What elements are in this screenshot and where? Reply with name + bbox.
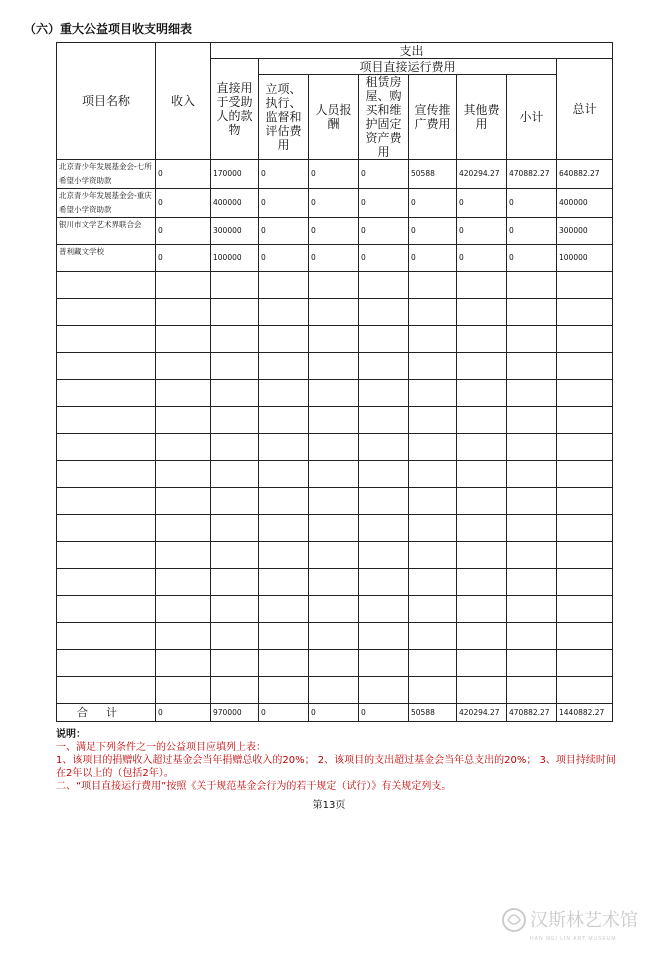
blank-cell [309, 596, 359, 623]
blank-cell [259, 407, 309, 434]
blank-cell [309, 488, 359, 515]
blank-cell [57, 650, 156, 677]
row-income: 0 [156, 160, 211, 189]
blank-cell [156, 434, 211, 461]
blank-cell [57, 488, 156, 515]
blank-cell [557, 407, 613, 434]
blank-cell [57, 677, 156, 704]
row-total: 400000 [557, 189, 613, 218]
row-income: 0 [156, 189, 211, 218]
blank-cell [457, 488, 507, 515]
blank-cell [57, 326, 156, 353]
blank-cell [359, 380, 409, 407]
blank-cell [557, 434, 613, 461]
notes [56, 728, 616, 793]
blank-cell [156, 596, 211, 623]
blank-cell [57, 569, 156, 596]
blank-cell [309, 272, 359, 299]
blank-cell [259, 434, 309, 461]
blank-cell [156, 515, 211, 542]
blank-cell [409, 569, 457, 596]
blank-cell [557, 299, 613, 326]
total-staff: 0 [309, 704, 359, 722]
blank-cell [409, 326, 457, 353]
blank-row [57, 407, 613, 434]
blank-cell [507, 488, 557, 515]
blank-cell [507, 326, 557, 353]
blank-cell [409, 353, 457, 380]
row-staff: 0 [309, 160, 359, 189]
blank-cell [507, 461, 557, 488]
blank-cell [557, 353, 613, 380]
blank-cell [211, 677, 259, 704]
blank-row [57, 326, 613, 353]
row-direct: 170000 [211, 160, 259, 189]
blank-cell [409, 434, 457, 461]
blank-cell [259, 380, 309, 407]
table-row [57, 245, 613, 272]
watermark-text: 汉斯林艺术馆 [530, 910, 638, 931]
blank-cell [359, 326, 409, 353]
row-rent: 0 [359, 245, 409, 272]
blank-cell [359, 461, 409, 488]
blank-cell [57, 434, 156, 461]
blank-cell [259, 272, 309, 299]
blank-cell [359, 353, 409, 380]
blank-cell [211, 623, 259, 650]
blank-cell [57, 407, 156, 434]
blank-cell [507, 677, 557, 704]
row-project-name: 北京青少年发展基金会-七所希望小学资助款 [57, 160, 156, 189]
blank-cell [409, 380, 457, 407]
blank-cell [409, 272, 457, 299]
header-direct-aid: 直接用于受助人的款物 [211, 59, 259, 160]
header-direct-operating: 项目直接运行费用 [259, 59, 557, 75]
blank-cell [259, 677, 309, 704]
blank-cell [409, 515, 457, 542]
header-income: 收入 [156, 43, 211, 160]
row-rent: 0 [359, 189, 409, 218]
total-grand: 1440882.27 [557, 704, 613, 722]
row-approval: 0 [259, 218, 309, 245]
row-income: 0 [156, 218, 211, 245]
row-other: 0 [457, 218, 507, 245]
blank-cell [457, 461, 507, 488]
header-other-cost: 其他费用 [457, 75, 507, 160]
blank-cell [557, 515, 613, 542]
blank-cell [409, 488, 457, 515]
blank-cell [57, 542, 156, 569]
blank-cell [57, 299, 156, 326]
blank-row [57, 353, 613, 380]
row-promo: 0 [409, 218, 457, 245]
blank-row [57, 542, 613, 569]
total-approval: 0 [259, 704, 309, 722]
blank-cell [507, 434, 557, 461]
blank-cell [211, 272, 259, 299]
blank-cell [457, 407, 507, 434]
blank-row [57, 488, 613, 515]
blank-cell [57, 353, 156, 380]
row-project-name: 银川市文学艺术界联合会 [57, 218, 156, 245]
blank-cell [156, 650, 211, 677]
blank-cell [259, 596, 309, 623]
blank-cell [156, 380, 211, 407]
blank-cell [211, 542, 259, 569]
blank-row [57, 272, 613, 299]
blank-cell [211, 380, 259, 407]
blank-cell [409, 461, 457, 488]
row-subtotal: 0 [507, 245, 557, 272]
blank-cell [409, 542, 457, 569]
blank-cell [557, 326, 613, 353]
blank-row [57, 650, 613, 677]
blank-cell [507, 542, 557, 569]
total-subtotal: 470882.27 [507, 704, 557, 722]
row-other: 420294.27 [457, 160, 507, 189]
row-project-name: 北京青少年发展基金会-重庆希望小学资助款 [57, 189, 156, 218]
row-rent: 0 [359, 160, 409, 189]
header-rent-assets: 租赁房屋、购买和维护固定资产费用 [359, 75, 409, 160]
blank-cell [156, 569, 211, 596]
blank-cell [309, 677, 359, 704]
row-direct: 400000 [211, 189, 259, 218]
blank-cell [507, 596, 557, 623]
blank-cell [457, 542, 507, 569]
blank-cell [211, 299, 259, 326]
blank-cell [507, 353, 557, 380]
blank-cell [557, 272, 613, 299]
row-total: 100000 [557, 245, 613, 272]
blank-cell [211, 407, 259, 434]
blank-row [57, 461, 613, 488]
blank-cell [259, 515, 309, 542]
blank-cell [156, 488, 211, 515]
watermark-subtext: HAN MEI LIN ART MUSEUM [530, 936, 617, 942]
blank-cell [409, 623, 457, 650]
blank-cell [309, 434, 359, 461]
blank-cell [557, 677, 613, 704]
blank-cell [259, 569, 309, 596]
blank-cell [457, 677, 507, 704]
blank-cell [359, 569, 409, 596]
blank-cell [409, 596, 457, 623]
blank-cell [507, 380, 557, 407]
row-approval: 0 [259, 189, 309, 218]
blank-cell [557, 650, 613, 677]
blank-cell [409, 650, 457, 677]
notes-heading: 说明： [56, 729, 86, 740]
blank-cell [211, 461, 259, 488]
row-subtotal: 470882.27 [507, 160, 557, 189]
blank-cell [457, 596, 507, 623]
blank-cell [359, 542, 409, 569]
row-staff: 0 [309, 245, 359, 272]
blank-cell [309, 515, 359, 542]
total-direct: 970000 [211, 704, 259, 722]
row-rent: 0 [359, 218, 409, 245]
notes-line-3: 二、“项目直接运行费用”按照《关于规范基金会行为的若干规定（试行）》有关规定列支。 [56, 781, 452, 792]
blank-cell [259, 488, 309, 515]
blank-cell [156, 623, 211, 650]
blank-cell [457, 434, 507, 461]
blank-cell [57, 623, 156, 650]
blank-cell [309, 326, 359, 353]
blank-cell [557, 596, 613, 623]
blank-cell [457, 272, 507, 299]
blank-cell [557, 488, 613, 515]
blank-cell [309, 380, 359, 407]
blank-cell [156, 353, 211, 380]
blank-cell [359, 677, 409, 704]
blank-cell [359, 488, 409, 515]
blank-row [57, 515, 613, 542]
row-approval: 0 [259, 245, 309, 272]
header-staff-pay: 人员报酬 [309, 75, 359, 160]
total-rent: 0 [359, 704, 409, 722]
page-number: 第13页 [312, 800, 346, 811]
blank-cell [309, 623, 359, 650]
total-label: 合计 [57, 704, 156, 722]
blank-cell [57, 461, 156, 488]
blank-cell [507, 569, 557, 596]
blank-cell [211, 515, 259, 542]
blank-cell [211, 326, 259, 353]
blank-cell [259, 461, 309, 488]
row-subtotal: 0 [507, 218, 557, 245]
row-approval: 0 [259, 160, 309, 189]
blank-cell [211, 434, 259, 461]
blank-cell [156, 326, 211, 353]
row-total: 300000 [557, 218, 613, 245]
row-direct: 300000 [211, 218, 259, 245]
blank-cell [309, 461, 359, 488]
total-row [57, 704, 613, 722]
blank-cell [156, 542, 211, 569]
blank-cell [259, 542, 309, 569]
row-direct: 100000 [211, 245, 259, 272]
blank-cell [211, 488, 259, 515]
blank-cell [359, 650, 409, 677]
blank-cell [259, 353, 309, 380]
blank-cell [507, 515, 557, 542]
blank-cell [156, 299, 211, 326]
blank-cell [457, 299, 507, 326]
table-row [57, 189, 613, 218]
blank-cell [309, 299, 359, 326]
blank-cell [507, 407, 557, 434]
blank-cell [309, 650, 359, 677]
blank-cell [507, 299, 557, 326]
blank-cell [557, 623, 613, 650]
table-row [57, 160, 613, 189]
blank-cell [156, 677, 211, 704]
blank-cell [557, 569, 613, 596]
blank-cell [211, 353, 259, 380]
blank-cell [259, 623, 309, 650]
notes-line-2: 1、该项目的捐赠收入超过基金会当年捐赠总收入的20%； 2、该项目的支出超过基金会当年总支出的20%； 3、项目持续时间在2年以上的（包括2年）。 [56, 755, 616, 779]
blank-row [57, 623, 613, 650]
total-promo: 50588 [409, 704, 457, 722]
notes-line-1: 一、满足下列条件之一的公益项目应填列上表： [56, 742, 266, 753]
blank-cell [457, 569, 507, 596]
museum-logo-icon [500, 898, 650, 948]
row-income: 0 [156, 245, 211, 272]
row-promo: 50588 [409, 160, 457, 189]
blank-cell [507, 650, 557, 677]
blank-cell [57, 596, 156, 623]
blank-cell [156, 407, 211, 434]
header-expenditure: 支出 [211, 43, 613, 59]
blank-cell [359, 407, 409, 434]
blank-cell [507, 272, 557, 299]
row-subtotal: 0 [507, 189, 557, 218]
row-project-name: 普利藏文学校 [57, 245, 156, 272]
blank-row [57, 677, 613, 704]
total-other: 420294.27 [457, 704, 507, 722]
blank-cell [156, 461, 211, 488]
header-approval-cost: 立项、执行、监督和评估费用 [259, 75, 309, 160]
blank-row [57, 569, 613, 596]
blank-row [57, 434, 613, 461]
row-promo: 0 [409, 245, 457, 272]
page-title: （六）重大公益项目收支明细表 [24, 22, 193, 36]
blank-cell [457, 515, 507, 542]
row-total: 640882.27 [557, 160, 613, 189]
blank-cell [557, 461, 613, 488]
blank-cell [457, 623, 507, 650]
blank-cell [359, 272, 409, 299]
row-staff: 0 [309, 189, 359, 218]
total-income: 0 [156, 704, 211, 722]
table-row [57, 218, 613, 245]
blank-cell [211, 569, 259, 596]
blank-cell [211, 596, 259, 623]
blank-cell [359, 623, 409, 650]
blank-cell [359, 299, 409, 326]
blank-row [57, 596, 613, 623]
header-total: 总计 [557, 59, 613, 160]
expenditure-table [56, 42, 613, 722]
row-staff: 0 [309, 218, 359, 245]
blank-cell [409, 299, 457, 326]
blank-cell [457, 326, 507, 353]
row-other: 0 [457, 245, 507, 272]
header-project-name: 项目名称 [57, 43, 156, 160]
blank-cell [57, 515, 156, 542]
blank-cell [57, 272, 156, 299]
blank-cell [259, 299, 309, 326]
blank-cell [557, 542, 613, 569]
header-subtotal: 小计 [507, 75, 557, 160]
blank-cell [409, 677, 457, 704]
blank-cell [309, 542, 359, 569]
blank-cell [457, 380, 507, 407]
blank-cell [309, 407, 359, 434]
blank-cell [259, 326, 309, 353]
blank-cell [507, 623, 557, 650]
blank-cell [309, 569, 359, 596]
blank-cell [211, 650, 259, 677]
blank-cell [309, 353, 359, 380]
blank-cell [57, 380, 156, 407]
blank-cell [457, 650, 507, 677]
blank-cell [359, 596, 409, 623]
row-other: 0 [457, 189, 507, 218]
blank-cell [557, 380, 613, 407]
blank-cell [359, 434, 409, 461]
row-promo: 0 [409, 189, 457, 218]
blank-cell [457, 353, 507, 380]
blank-cell [409, 407, 457, 434]
blank-cell [156, 272, 211, 299]
blank-cell [259, 650, 309, 677]
header-promotion: 宣传推广费用 [409, 75, 457, 160]
blank-cell [359, 515, 409, 542]
blank-row [57, 380, 613, 407]
blank-row [57, 299, 613, 326]
